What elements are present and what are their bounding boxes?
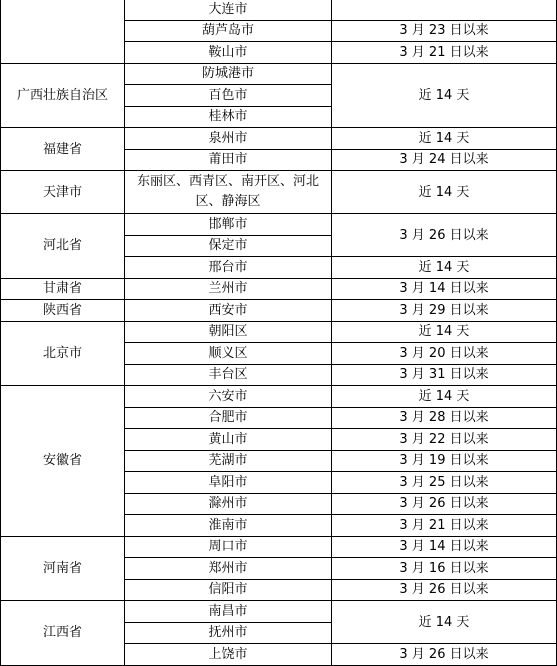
period-cell: 3 月 26 日以来 <box>332 214 557 257</box>
period-cell: 3 月 16 日以来 <box>332 558 557 580</box>
city-cell: 上饶市 <box>125 644 332 666</box>
period-cell: 3 月 21 日以来 <box>332 42 557 64</box>
province-cell: 广西壮族自治区 <box>1 63 125 128</box>
city-cell: 抚州市 <box>125 622 332 644</box>
city-cell: 六安市 <box>125 386 332 408</box>
province-cell: 陕西省 <box>1 300 125 322</box>
city-cell: 葫芦岛市 <box>125 20 332 42</box>
period-cell: 3 月 23 日以来 <box>332 20 557 42</box>
period-cell: 3 月 21 日以来 <box>332 515 557 537</box>
table-row <box>1 171 557 214</box>
city-cell: 郑州市 <box>125 558 332 580</box>
period-cell: 3 月 26 日以来 <box>332 493 557 515</box>
city-cell: 防城港市 <box>125 63 332 85</box>
table-row <box>1 214 557 236</box>
city-cell: 信阳市 <box>125 579 332 601</box>
period-cell: 近 14 天 <box>332 63 557 128</box>
province-cell: 北京市 <box>1 321 125 386</box>
city-cell: 丰台区 <box>125 364 332 386</box>
province-cell: 福建省 <box>1 128 125 171</box>
city-cell: 芜湖市 <box>125 450 332 472</box>
city-cell: 保定市 <box>125 235 332 257</box>
table-row <box>1 63 557 85</box>
table-row <box>1 128 557 150</box>
city-cell: 淮南市 <box>125 515 332 537</box>
table-row <box>1 0 557 20</box>
period-cell: 3 月 19 日以来 <box>332 450 557 472</box>
city-cell: 南昌市 <box>125 601 332 623</box>
city-cell: 邢台市 <box>125 257 332 279</box>
city-cell: 顺义区 <box>125 343 332 365</box>
city-cell: 朝阳区 <box>125 321 332 343</box>
city-cell: 西安市 <box>125 300 332 322</box>
province-cell <box>1 0 125 63</box>
period-cell: 近 14 天 <box>332 257 557 279</box>
table-row <box>1 536 557 558</box>
table-row <box>1 278 557 300</box>
province-cell: 天津市 <box>1 171 125 214</box>
city-cell: 邯郸市 <box>125 214 332 236</box>
period-cell: 近 14 天 <box>332 128 557 150</box>
city-cell: 莆田市 <box>125 149 332 171</box>
period-cell: 3 月 25 日以来 <box>332 472 557 494</box>
period-cell: 近 14 天 <box>332 601 557 644</box>
period-cell: 3 月 14 日以来 <box>332 278 557 300</box>
city-cell: 合肥市 <box>125 407 332 429</box>
period-cell: 3 月 29 日以来 <box>332 300 557 322</box>
city-cell: 兰州市 <box>125 278 332 300</box>
table-row <box>1 300 557 322</box>
city-cell: 东丽区、西青区、南开区、河北区、静海区 <box>125 171 332 214</box>
period-cell: 近 14 天 <box>332 386 557 408</box>
city-cell: 大连市 <box>125 0 332 20</box>
province-cell: 安徽省 <box>1 386 125 537</box>
city-cell: 阜阳市 <box>125 472 332 494</box>
table-row <box>1 386 557 408</box>
city-cell: 百色市 <box>125 85 332 107</box>
period-cell: 3 月 31 日以来 <box>332 364 557 386</box>
period-cell: 3 月 24 日以来 <box>332 149 557 171</box>
period-cell: 近 14 天 <box>332 321 557 343</box>
table-row <box>1 321 557 343</box>
city-cell: 鞍山市 <box>125 42 332 64</box>
period-cell: 3 月 14 日以来 <box>332 536 557 558</box>
province-cell: 河北省 <box>1 214 125 279</box>
period-cell: 近 14 天 <box>332 171 557 214</box>
city-cell: 泉州市 <box>125 128 332 150</box>
city-cell: 周口市 <box>125 536 332 558</box>
city-cell: 桂林市 <box>125 106 332 128</box>
table-row <box>1 601 557 623</box>
province-cell: 河南省 <box>1 536 125 601</box>
province-cell: 江西省 <box>1 601 125 666</box>
period-cell <box>332 0 557 20</box>
period-cell: 3 月 20 日以来 <box>332 343 557 365</box>
period-cell: 3 月 26 日以来 <box>332 579 557 601</box>
period-cell: 3 月 26 日以来 <box>332 644 557 666</box>
city-cell: 黄山市 <box>125 429 332 451</box>
period-cell: 3 月 28 日以来 <box>332 407 557 429</box>
period-cell: 3 月 22 日以来 <box>332 429 557 451</box>
city-cell: 滁州市 <box>125 493 332 515</box>
province-cell: 甘肃省 <box>1 278 125 300</box>
